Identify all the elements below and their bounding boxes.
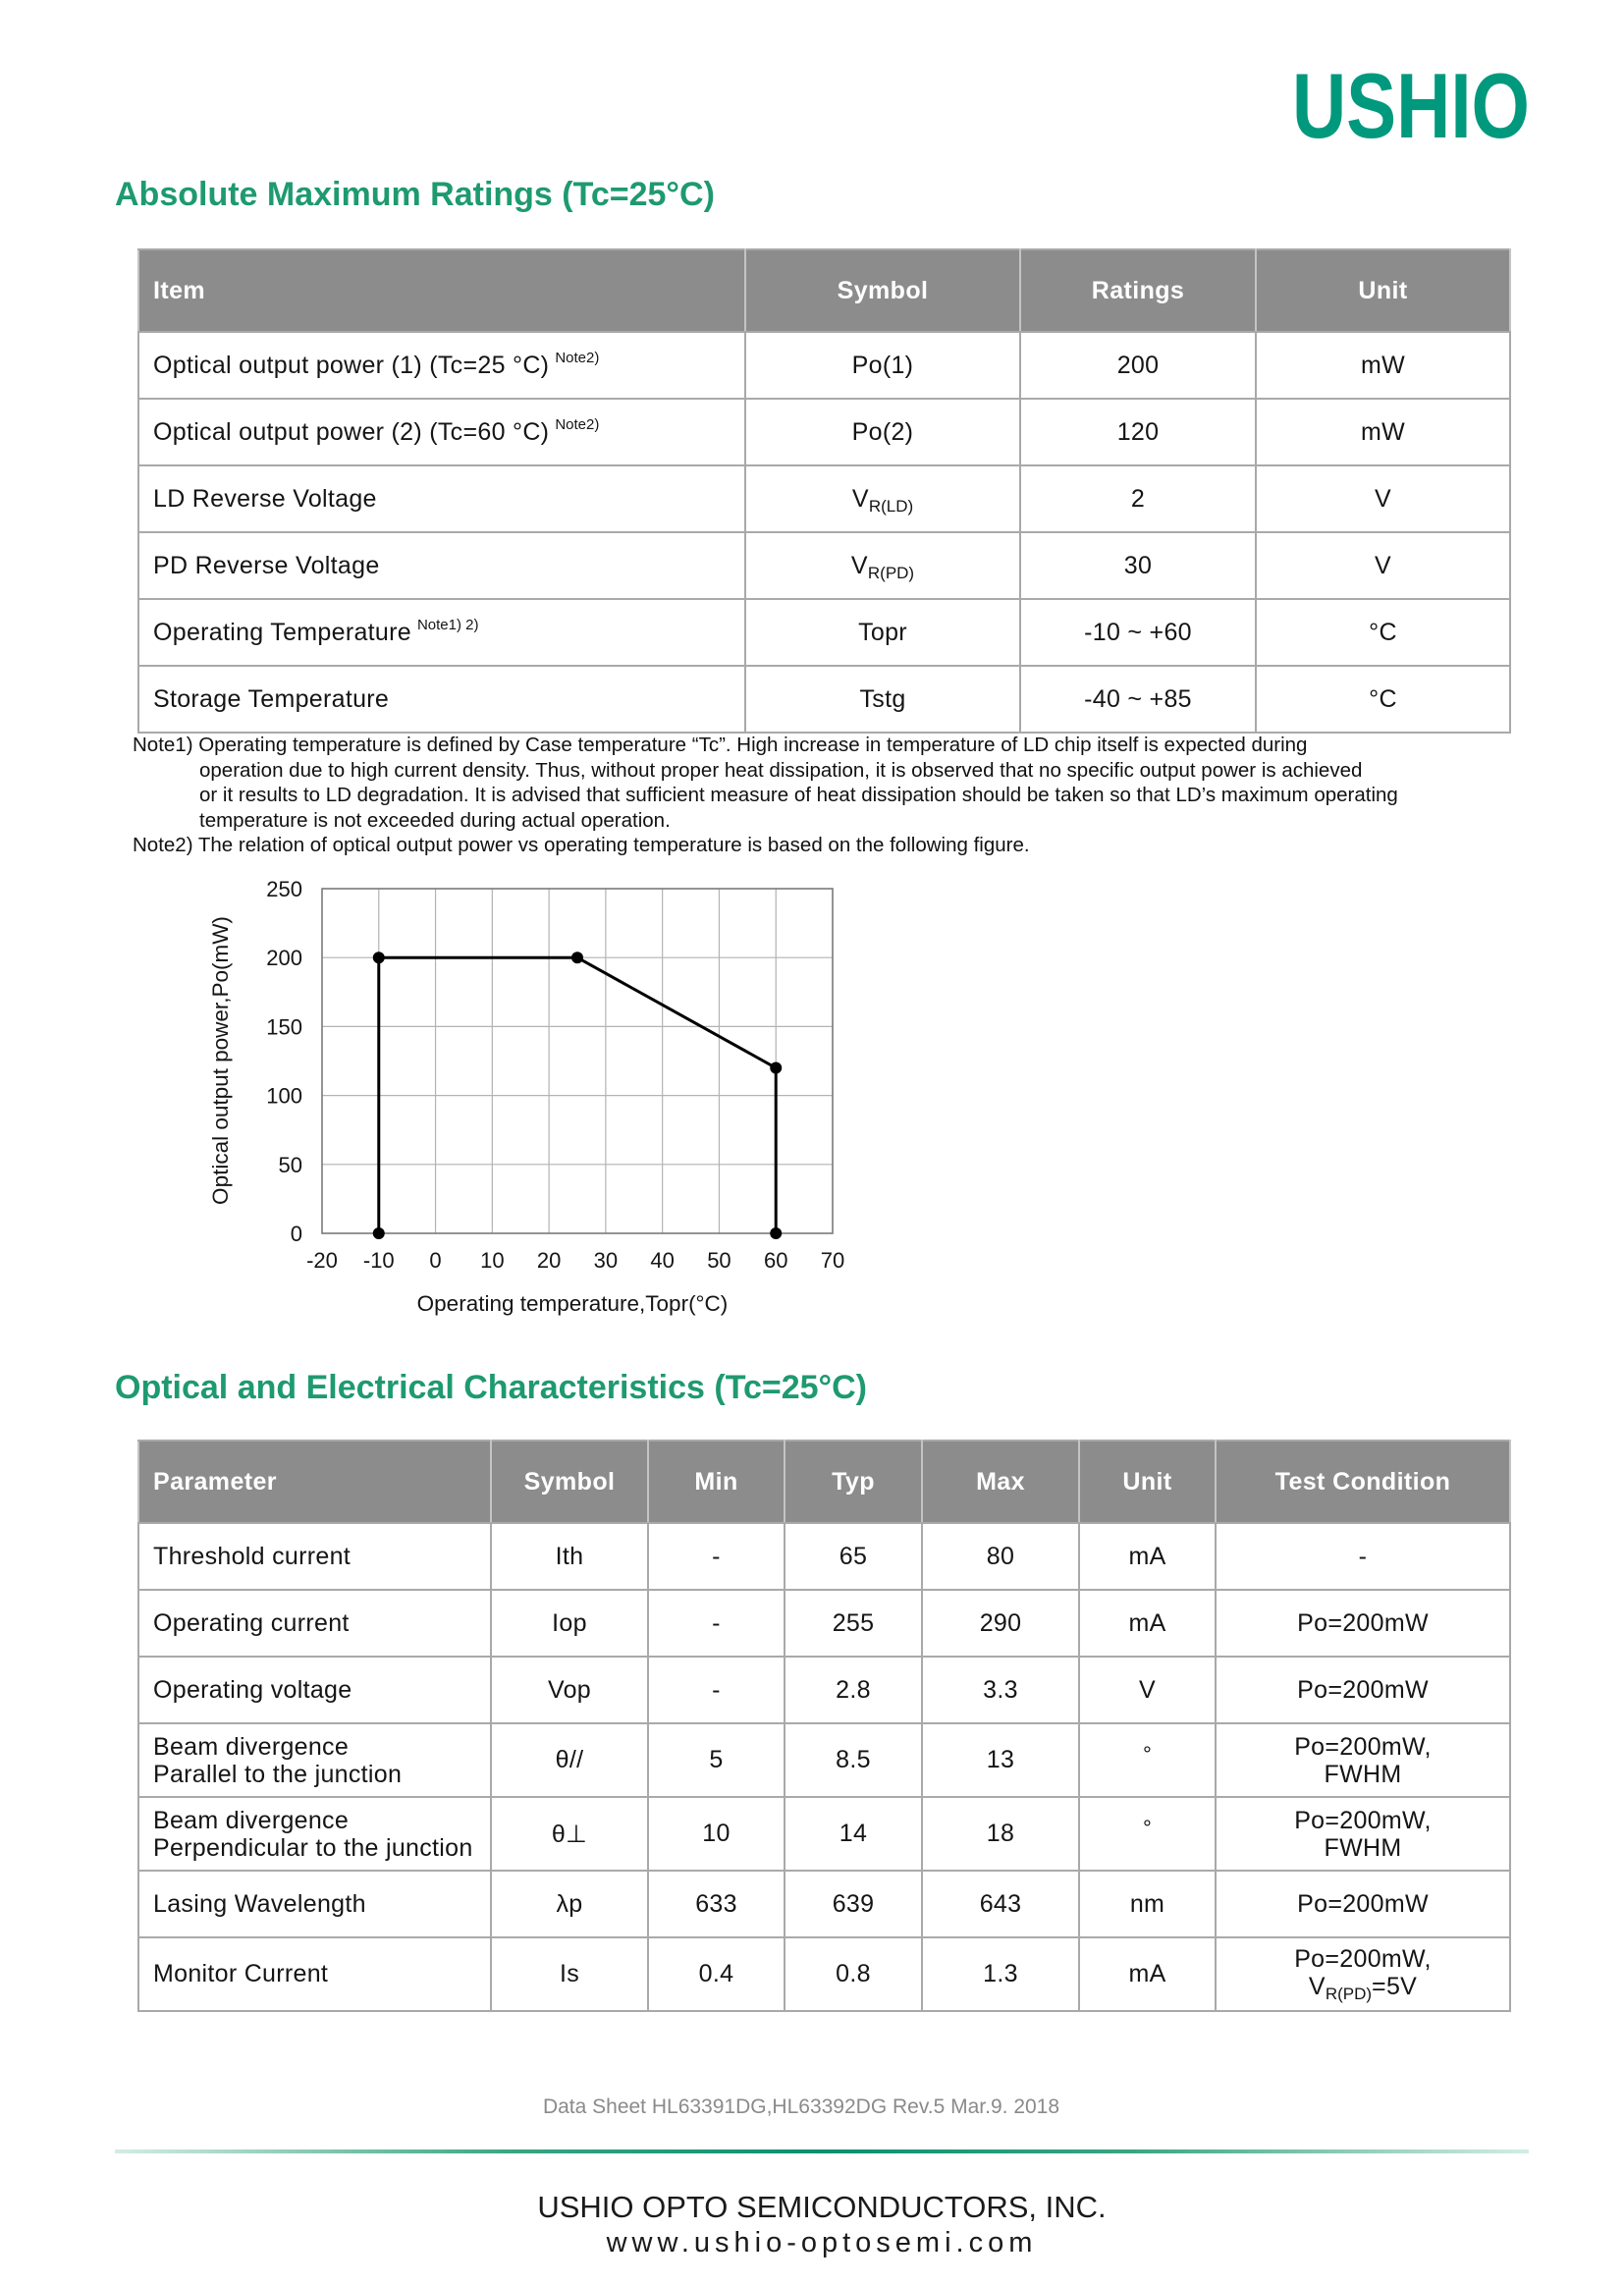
rating-cell: 120 <box>1020 399 1256 465</box>
y-tick-label: 0 <box>290 1222 302 1246</box>
unit-cell: mW <box>1256 332 1510 399</box>
test-condition-cell: Po=200mW <box>1216 1590 1510 1657</box>
x-tick-label: 0 <box>429 1248 442 1273</box>
x-tick-label: 50 <box>707 1248 731 1273</box>
test-condition-line: Po=200mW, <box>1294 1732 1432 1761</box>
unit-cell: °C <box>1256 666 1510 733</box>
table-row <box>138 1590 1510 1657</box>
x-tick-label: -20 <box>306 1248 338 1273</box>
min-cell: 10 <box>648 1797 785 1871</box>
parameter-line: Parallel to the junction <box>153 1760 403 1788</box>
item-cell <box>138 666 745 733</box>
table-row <box>138 532 1510 599</box>
condition-symbol-subscript: R(PD) <box>1325 1985 1373 2003</box>
test-condition-cell <box>1216 1937 1510 2011</box>
rating-cell: -40 ~ +85 <box>1020 666 1256 733</box>
symbol-cell: Po(1) <box>745 332 1020 399</box>
unit-cell: mA <box>1079 1590 1216 1657</box>
unit-cell: mA <box>1079 1523 1216 1590</box>
document-reference: Data Sheet HL63391DG,HL63392DG Rev.5 Mar.9. 2018 <box>542 2095 1060 2118</box>
unit-cell: °C <box>1256 599 1510 666</box>
logo-wordmark: USHIO <box>1292 54 1530 157</box>
parameter-cell <box>138 1797 491 1871</box>
item-cell <box>138 465 745 532</box>
rating-cell: 200 <box>1020 332 1256 399</box>
typ-cell: 0.8 <box>785 1937 922 2011</box>
note-reference: Note1) 2) <box>416 616 479 633</box>
parameter-cell <box>138 1723 491 1797</box>
max-cell: 18 <box>922 1797 1079 1871</box>
parameter-line: Perpendicular to the junction <box>153 1833 473 1862</box>
y-tick-label: 100 <box>266 1083 302 1109</box>
min-cell: - <box>648 1590 785 1657</box>
degree-unit: ° <box>1142 1742 1153 1767</box>
unit-cell: mW <box>1256 399 1510 465</box>
test-condition-cell: Po=200mW <box>1216 1871 1510 1937</box>
item-cell <box>138 332 745 399</box>
typ-cell: 255 <box>785 1590 922 1657</box>
rating-cell: 2 <box>1020 465 1256 532</box>
column-header-symbol: Symbol <box>745 249 1020 332</box>
note1-line: temperature is not exceeded during actual operation. <box>199 808 671 832</box>
x-tick-label: 40 <box>650 1248 675 1273</box>
parameter-line: Beam divergence <box>153 1732 350 1761</box>
table-row <box>138 332 1510 399</box>
symbol-base: V <box>850 551 868 579</box>
symbol-subscript: R(PD) <box>867 563 915 582</box>
optical-electrical-characteristics-table <box>137 1440 1511 2012</box>
unit-cell: nm <box>1079 1871 1216 1937</box>
rating-cell: 30 <box>1020 532 1256 599</box>
note-reference: Note2) <box>555 415 600 433</box>
y-tick-label: 50 <box>278 1152 302 1177</box>
column-header-typ: Typ <box>785 1441 922 1523</box>
condition-symbol-base: V <box>1308 1973 1326 2000</box>
note1-line: Note1) Operating temperature is defined by Case temperature “Tc”. High increase in temperature of LD chip itself is expected during <box>133 734 1308 756</box>
item-label: Optical output power (1) (Tc=25 °C) <box>153 351 550 379</box>
x-axis-title: Operating temperature,Topr(°C) <box>416 1291 729 1316</box>
column-header-test-condition: Test Condition <box>1216 1441 1510 1523</box>
column-header-ratings: Ratings <box>1020 249 1256 332</box>
plot-area-frame <box>322 889 833 1233</box>
y-tick-label: 250 <box>266 877 302 901</box>
company-website: www.ushio-optosemi.com <box>606 2227 1038 2258</box>
test-condition-cell <box>1216 1797 1510 1871</box>
min-cell: 0.4 <box>648 1937 785 2011</box>
item-label: PD Reverse Voltage <box>153 551 380 579</box>
min-cell: - <box>648 1657 785 1723</box>
column-header-max: Max <box>922 1441 1079 1523</box>
min-cell: - <box>648 1523 785 1590</box>
note1-line: or it results to LD degradation. It is advised that sufficient measure of heat dissipation should be taken so that LD’s maximum operating <box>199 784 1398 807</box>
typ-cell: 2.8 <box>785 1657 922 1723</box>
column-header-symbol: Symbol <box>491 1441 648 1523</box>
typ-cell: 8.5 <box>785 1723 922 1797</box>
table-row <box>138 666 1510 733</box>
x-tick-label: -10 <box>362 1248 395 1273</box>
degree-unit: ° <box>1142 1816 1153 1840</box>
symbol-cell: θ// <box>491 1723 648 1797</box>
table-row <box>138 599 1510 666</box>
unit-cell: V <box>1256 465 1510 532</box>
max-cell: 643 <box>922 1871 1079 1937</box>
table-row <box>138 1937 1510 2011</box>
test-condition-cell: - <box>1216 1523 1510 1590</box>
unit-cell <box>1079 1797 1216 1871</box>
symbol-cell: Po(2) <box>745 399 1020 465</box>
max-cell: 80 <box>922 1523 1079 1590</box>
table-row <box>138 399 1510 465</box>
data-point <box>571 952 583 963</box>
table-row <box>138 1797 1510 1871</box>
parameter-cell: Operating current <box>138 1590 491 1657</box>
column-header-unit: Unit <box>1256 249 1510 332</box>
min-cell: 5 <box>648 1723 785 1797</box>
test-condition-line: FWHM <box>1324 1833 1402 1862</box>
x-tick-label: 30 <box>593 1248 619 1273</box>
y-tick-label: 150 <box>266 1014 302 1040</box>
typ-cell: 65 <box>785 1523 922 1590</box>
max-cell: 3.3 <box>922 1657 1079 1723</box>
item-cell <box>138 532 745 599</box>
item-label: Optical output power (2) (Tc=60 °C) <box>153 417 550 446</box>
parameter-cell: Threshold current <box>138 1523 491 1590</box>
item-cell <box>138 599 745 666</box>
item-cell <box>138 399 745 465</box>
table-row <box>138 1723 1510 1797</box>
x-tick-label: 60 <box>763 1248 788 1273</box>
data-point <box>373 952 385 963</box>
symbol-cell <box>745 465 1020 532</box>
symbol-cell: Topr <box>745 599 1020 666</box>
symbol-cell: θ⊥ <box>491 1797 648 1871</box>
symbol-cell: λp <box>491 1871 648 1937</box>
column-header-parameter: Parameter <box>138 1441 491 1523</box>
unit-cell: V <box>1256 532 1510 599</box>
note-reference: Note2) <box>555 349 600 366</box>
column-header-min: Min <box>648 1441 785 1523</box>
x-tick-label: 20 <box>536 1248 562 1273</box>
x-tick-label: 70 <box>820 1248 845 1273</box>
parameter-cell: Monitor Current <box>138 1937 491 2011</box>
column-header-item: Item <box>138 249 745 332</box>
symbol-cell: Ith <box>491 1523 648 1590</box>
item-label: Operating Temperature <box>153 618 411 646</box>
power-vs-temperature-chart <box>177 864 884 1335</box>
test-condition-line <box>1217 1973 1509 2003</box>
column-header-unit: Unit <box>1079 1441 1216 1523</box>
unit-cell: mA <box>1079 1937 1216 2011</box>
parameter-cell: Lasing Wavelength <box>138 1871 491 1937</box>
max-cell: 290 <box>922 1590 1079 1657</box>
typ-cell: 639 <box>785 1871 922 1937</box>
data-point <box>373 1227 385 1239</box>
table-row <box>138 1871 1510 1937</box>
symbol-cell: Is <box>491 1937 648 2011</box>
rating-cell: -10 ~ +60 <box>1020 599 1256 666</box>
data-point <box>770 1227 782 1239</box>
company-name: USHIO OPTO SEMICONDUCTORS, INC. <box>537 2190 1107 2224</box>
test-condition-line: Po=200mW, <box>1294 1806 1432 1834</box>
table-header-row <box>138 249 1510 332</box>
section-title-optical-electrical-characteristics: Optical and Electrical Characteristics (Tc=25°C) <box>115 1369 867 1406</box>
symbol-cell: Vop <box>491 1657 648 1723</box>
ushio-logo <box>1288 54 1534 157</box>
table-header-row <box>138 1441 1510 1523</box>
footnotes <box>133 733 1398 858</box>
symbol-cell <box>745 532 1020 599</box>
test-condition-line: FWHM <box>1324 1760 1402 1788</box>
max-cell: 13 <box>922 1723 1079 1797</box>
section-title-absolute-maximum-ratings: Absolute Maximum Ratings (Tc=25°C) <box>115 176 715 213</box>
x-tick-label: 10 <box>480 1248 505 1273</box>
typ-cell: 14 <box>785 1797 922 1871</box>
min-cell: 633 <box>648 1871 785 1937</box>
test-condition-cell: Po=200mW <box>1216 1657 1510 1723</box>
data-point <box>770 1062 782 1074</box>
parameter-line: Beam divergence <box>153 1806 350 1834</box>
note1-line: operation due to high current density. Thus, without proper heat dissipation, it is observed that no specific output power is achieved <box>199 758 1363 782</box>
symbol-base: V <box>851 484 869 513</box>
max-cell: 1.3 <box>922 1937 1079 2011</box>
table-row <box>138 465 1510 532</box>
table-row <box>138 1657 1510 1723</box>
test-condition-cell <box>1216 1723 1510 1797</box>
symbol-cell: Tstg <box>745 666 1020 733</box>
unit-cell <box>1079 1723 1216 1797</box>
table-row <box>138 1523 1510 1590</box>
absolute-maximum-ratings-table <box>137 248 1511 734</box>
note2: Note2) The relation of optical output power vs operating temperature is based on the following figure. <box>133 834 1030 857</box>
item-label: LD Reverse Voltage <box>153 484 377 513</box>
symbol-subscript: R(LD) <box>868 496 914 516</box>
condition-value: =5V <box>1372 1973 1418 2000</box>
item-label: Storage Temperature <box>153 684 390 713</box>
parameter-cell: Operating voltage <box>138 1657 491 1723</box>
y-axis-title: Optical output power,Po(mW) <box>207 916 233 1205</box>
symbol-cell: Iop <box>491 1590 648 1657</box>
y-tick-label: 200 <box>266 946 302 971</box>
test-condition-line: Po=200mW, <box>1294 1945 1432 1973</box>
footer-divider <box>115 2149 1529 2153</box>
unit-cell: V <box>1079 1657 1216 1723</box>
